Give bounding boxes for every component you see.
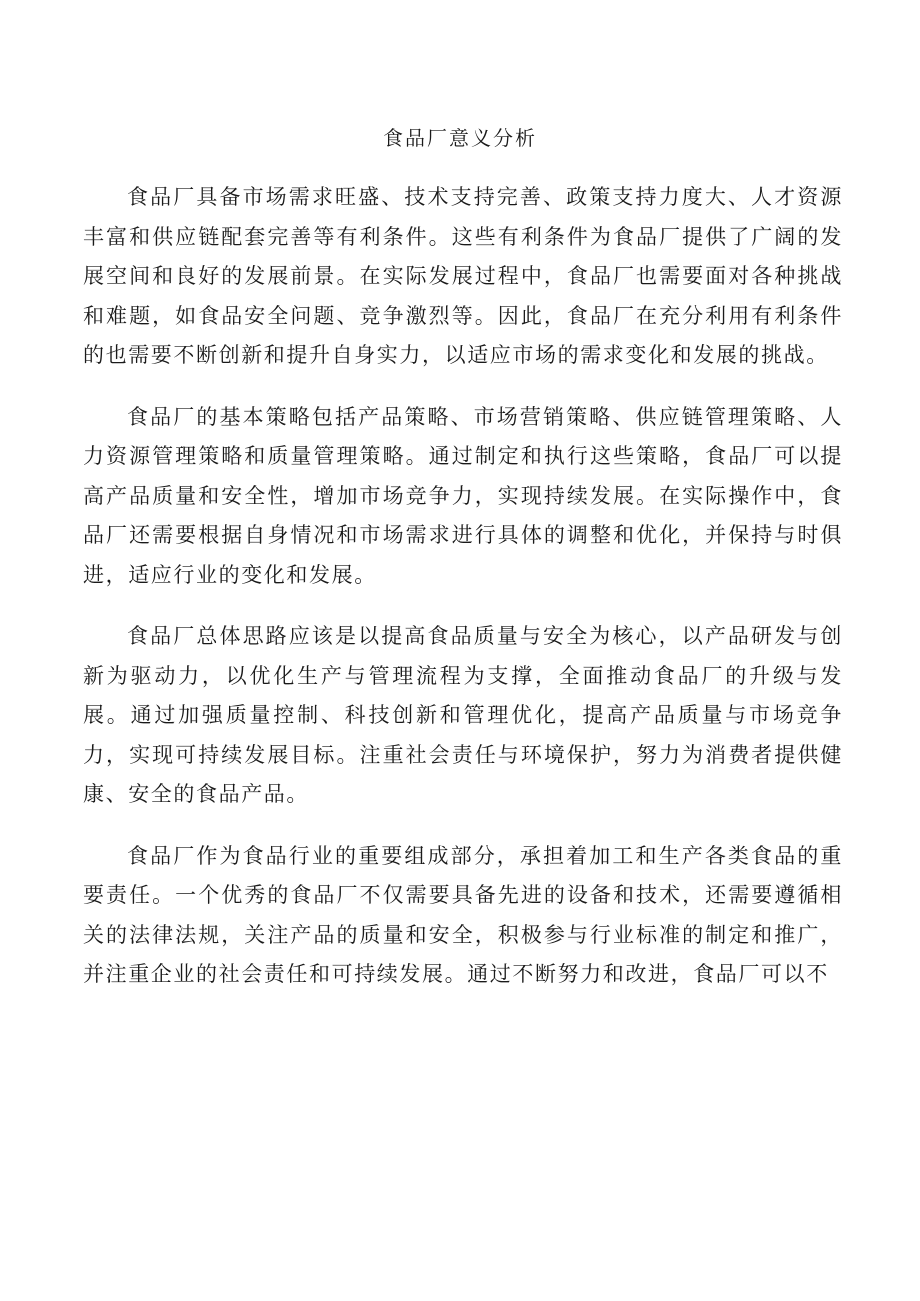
document-body (83, 178, 843, 1017)
paragraph: 食品厂总体思路应该是以提高食品质量与安全为核心，以产品研发与创新为驱动力，以优化生产与管理流程为支撑，全面推动食品厂的升级与发展。通过加强质量控制、科技创新和管理优化，提高产品质量与市场竞争力，实现可持续发展目标。注重社会责任与环境保护，努力为消费者提供健康、安全的食品产品。 (83, 624, 843, 806)
paragraph: 食品厂的基本策略包括产品策略、市场营销策略、供应链管理策略、人力资源管理策略和质量管理策略。通过制定和执行这些策略，食品厂可以提高产品质量和安全性，增加市场竞争力，实现持续发展。在实际操作中，食品厂还需要根据自身情况和市场需求进行具体的调整和优化，并保持与时俱进，适应行业的变化和发展。 (83, 404, 843, 587)
paragraph: 食品厂具备市场需求旺盛、技术支持完善、政策支持力度大、人才资源丰富和供应链配套完善等有利条件。这些有利条件为食品厂提供了广阔的发展空间和良好的发展前景。在实际发展过程中，食品厂也需要面对各种挑战和难题，如食品安全问题、竞争激烈等。因此，食品厂在充分利用有利条件的也需要不断创新和提升自身实力，以适应市场的需求变化和发展的挑战。 (83, 185, 843, 367)
document-title: 食品厂意义分析 (383, 126, 537, 150)
paragraph: 食品厂作为食品行业的重要组成部分，承担着加工和生产各类食品的重要责任。一个优秀的食品厂不仅需要具备先进的设备和技术，还需要遵循相关的法律法规，关注产品的质量和安全，积极参与行业标准的制定和推广，并注重企业的社会责任和可持续发展。通过不断努力和改进，食品厂可以不 (83, 843, 843, 986)
